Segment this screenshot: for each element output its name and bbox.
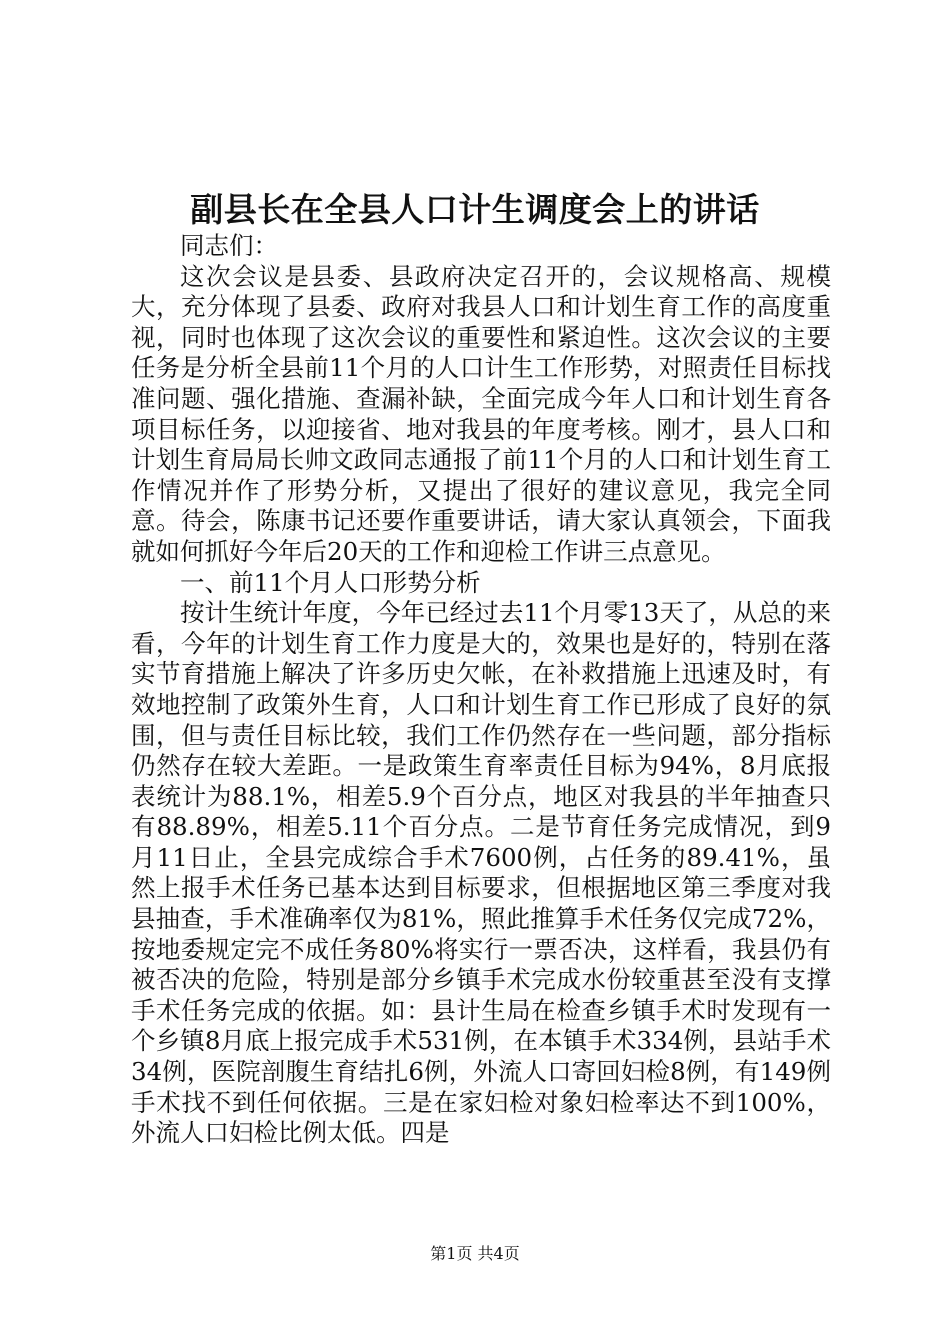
section-heading: 一、前11个月人口形势分析 [180,567,481,597]
document-body [131,231,831,1149]
page-number: 第1页 共4页 [430,1244,520,1263]
paragraph-analysis: 按计生统计年度，今年已经过去11个月零13天了，从总的来看，今年的计划生育工作力度是大的，效果也是好的，特别在落实节育措施上解决了许多历史欠帐，在补救措施上迅速及时，有效地控制了政策外生育，人口和计划生育工作已形成了良好的氛围，但与责任目标比较，我们工作仍然存在一些问题，部分指标仍然存在较大差距。一是政策生育率责任目标为94%，8月底报表统计为88.1%，相差5.9个百分点，地区对我县的半年抽查只有88.89%，相差5.11个百分点。二是节育任务完成情况，到9月11日止，全县完成综合手术7600例，占任务的89.41%，虽然上报手术任务已基本达到目标要求，但根据地区第三季度对我县抽查，手术准确率仅为81%，照此推算手术任务仅完成72%，按地委规定完不成任务80%将实行一票否决，这样看，我县仍有被否决的危险，特别是部分乡镇手术完成水份较重甚至没有支撑手术任务完成的依据。如：县计生局在检查乡镇手术时发现有一个乡镇8月底上报完成手术531例，在本镇手术334例，县站手术34例，医院剖腹生育结扎6例，外流人口寄回妇检8例，有149例手术找不到任何依据。三是在家妇检对象妇检率达不到100%，外流人口妇检比例太低。四是 [131,598,831,1148]
greeting: 同志们： [180,231,278,260]
document-title: 副县长在全县人口计生调度会上的讲话 [190,190,760,229]
paragraph-intro: 这次会议是县委、县政府决定召开的，会议规格高、规模大，充分体现了县委、政府对我县人口和计划生育工作的高度重视，同时也体现了这次会议的重要性和紧迫性。这次会议的主要任务是分析全县前11个月的人口计生工作形势，对照责任目标找准问题、强化措施、查漏补缺，全面完成今年人口和计划生育各项目标任务，以迎接省、地对我县的年度考核。刚才，县人口和计划生育局局长帅文政同志通报了前11个月的人口和计划生育工作情况并作了形势分析，又提出了很好的建议意见，我完全同意。待会，陈康书记还要作重要讲话，请大家认真领会，下面我就如何抓好今年后20天的工作和迎检工作讲三点意见。 [131,261,831,566]
